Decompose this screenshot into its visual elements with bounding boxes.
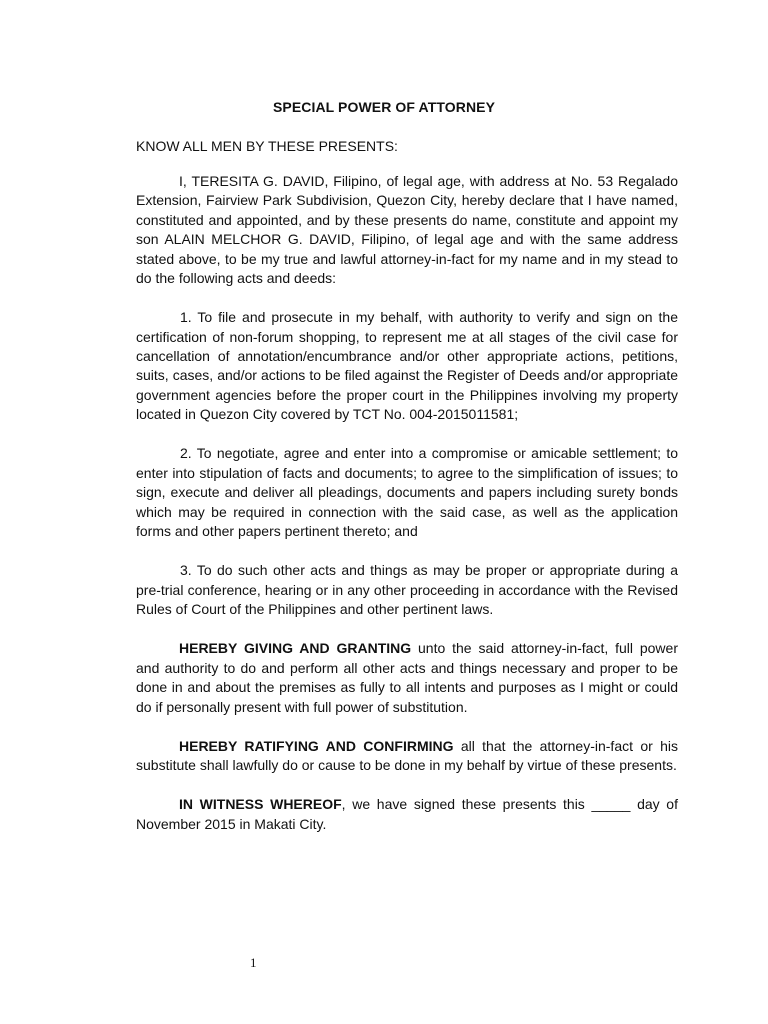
ratifying-text: all that the attorney-in-fact or his substitute shall lawfully do or cause to be done in my behalf by virtue of these presents.: [136, 737, 678, 774]
item-3-paragraph: 3. To do such other acts and things as may be proper or appropriate during a pre-trial conference, hearing or in any other proceeding in accordance with the Revised Rules of Court of the Philippines and other pertinent laws.: [136, 562, 678, 618]
ratifying-lead: HEREBY RATIFYING AND CONFIRMING: [179, 737, 454, 754]
granting-lead: HEREBY GIVING AND GRANTING: [179, 640, 412, 657]
document-body: [136, 172, 678, 854]
granting-text: unto the said attorney-in-fact, full power and authority to do and perform all other acts and things necessary and proper to be done in and about the premises as fully to all intents and purposes as I might or could do if personally present with full power of substitution.: [136, 640, 678, 715]
page-number: 1: [250, 955, 257, 970]
granting-paragraph: [136, 639, 678, 717]
salutation: KNOW ALL MEN BY THESE PRESENTS:: [136, 138, 398, 154]
witness-paragraph: [136, 795, 678, 834]
intro-paragraph: I, TERESITA G. DAVID, Filipino, of legal age, with address at No. 53 Regalado Extension, Fairview Park Subdivision, Quezon City, hereby declare that I have named, constituted and appointed, and by these presents do name, constitute and appoint my son ALAIN MELCHOR G. DAVID, Filipino, of legal age and with the same address stated above, to be my true and lawful attorney-in-fact for my name and in my stead to do the following acts and deeds:: [136, 173, 678, 287]
document-title: SPECIAL POWER OF ATTORNEY: [272, 99, 496, 115]
item-2-paragraph: 2. To negotiate, agree and enter into a compromise or amicable settlement; to enter into stipulation of facts and documents; to agree to the simplification of issues; to sign, execute and deliver all pleadings, documents and papers including surety bonds which may be required in connection with the said case, as well as the application forms and other papers pertinent thereto; and: [136, 445, 678, 540]
item-1-paragraph: 1. To file and prosecute in my behalf, with authority to verify and sign on the certification of non-forum shopping, to represent me at all stages of the civil case for cancellation of annotation/encumbrance and/or other appropriate actions, petitions, suits, cases, and/or actions to be filed against the Register of Deeds and/or appropriate government agencies before the proper court in the Philippines involving my property located in Quezon City covered by TCT No. 004-2015011581;: [136, 309, 678, 423]
witness-text: , we have signed these presents this _____ day of November 2015 in Makati City.: [136, 796, 678, 832]
ratifying-paragraph: [136, 737, 678, 776]
witness-lead: IN WITNESS WHEREOF: [179, 796, 342, 813]
